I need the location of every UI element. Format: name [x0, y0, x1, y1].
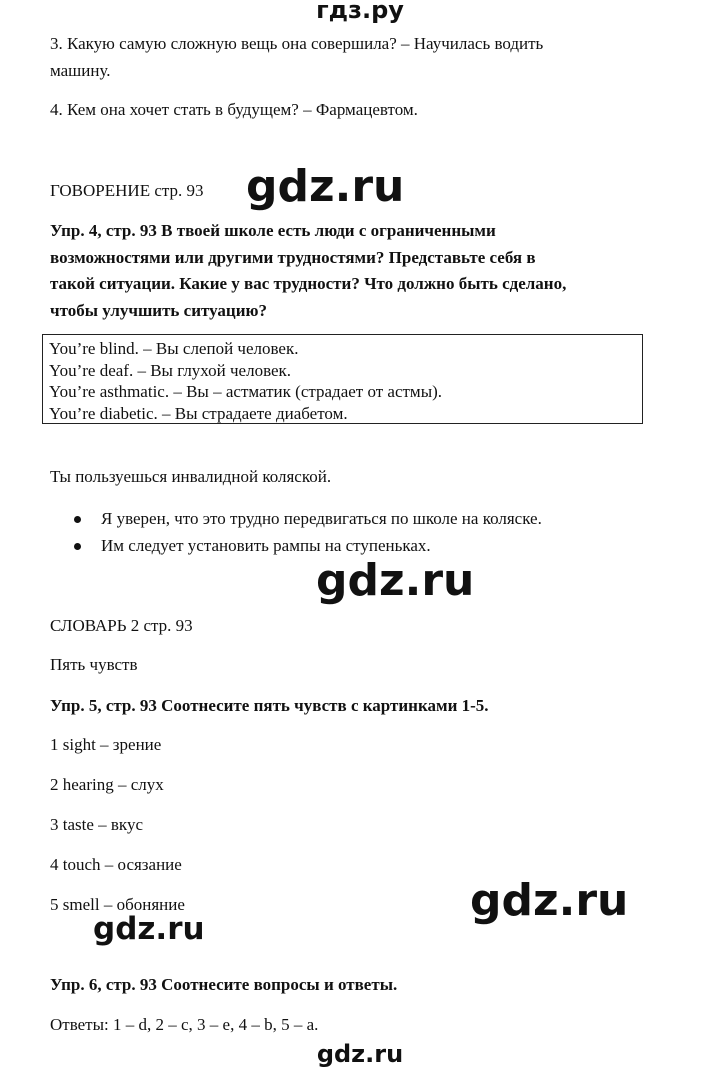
watermark-3: gdz.ru [470, 875, 629, 926]
vocabulary-subheading: Пять чувств [50, 655, 138, 674]
bullet-text: Я уверен, что это трудно передвигаться по школе на коляске. [101, 509, 542, 528]
sense-item-1: 1 sight – зрение [50, 735, 162, 754]
site-header: гдз.ру [316, 0, 404, 24]
watermark-1: gdz.ru [246, 161, 405, 212]
vocabulary-heading: СЛОВАРЬ 2 стр. 93 [50, 616, 193, 635]
exercise-4-line-2: возможностями или другими трудностями? Представьте себя в [50, 248, 536, 267]
bullet-item [74, 505, 542, 532]
exercise-6-task: Упр. 6, стр. 93 Соотнесите вопросы и ответы. [50, 975, 398, 994]
exercise-6-answers: Ответы: 1 – d, 2 – c, 3 – e, 4 – b, 5 – a. [50, 1015, 319, 1034]
exercise-4-line-3: такой ситуации. Какие у вас трудности? Что должно быть сделано, [50, 274, 567, 293]
condition-deaf: You’re deaf. – Вы глухой человек. [49, 360, 292, 380]
condition-asthmatic: You’re asthmatic. – Вы – астматик (страдает от астмы). [49, 382, 443, 401]
exercise-4-line-4: чтобы улучшить ситуацию? [50, 301, 267, 320]
exercise-5-task: Упр. 5, стр. 93 Соотнесите пять чувств с картинками 1-5. [50, 696, 489, 715]
sense-item-2: 2 hearing – слух [50, 775, 164, 794]
watermark-2: gdz.ru [316, 555, 475, 606]
sense-item-4: 4 touch – осязание [50, 855, 182, 874]
sense-item-3: 3 taste – вкус [50, 815, 143, 834]
exercise-4-line-1: Упр. 4, стр. 93 В твоей школе есть люди с ограниченными [50, 221, 496, 240]
watermark-5: gdz.ru [316, 1040, 404, 1068]
condition-diabetic: You’re diabetic. – Вы страдаете диабетом. [49, 403, 348, 423]
watermark-4: gdz.ru [93, 911, 205, 947]
bullet-text: Им следует установить рампы на ступеньках. [101, 536, 431, 555]
question-4: 4. Кем она хочет стать в будущем? – Фармацевтом. [50, 100, 418, 119]
situation-bullets [74, 505, 542, 559]
conditions-box [42, 334, 643, 424]
sense-item-5: 5 smell – обоняние [50, 895, 185, 914]
bullet-icon [74, 516, 81, 523]
speaking-heading: ГОВОРЕНИЕ стр. 93 [50, 181, 204, 200]
question-3-line-2: машину. [50, 61, 111, 80]
bullet-icon [74, 543, 81, 550]
condition-blind: You’re blind. – Вы слепой человек. [49, 339, 299, 358]
situation-text: Ты пользуешься инвалидной коляской. [50, 467, 332, 486]
question-3-line-1: 3. Какую самую сложную вещь она совершила? – Научилась водить [50, 34, 544, 53]
